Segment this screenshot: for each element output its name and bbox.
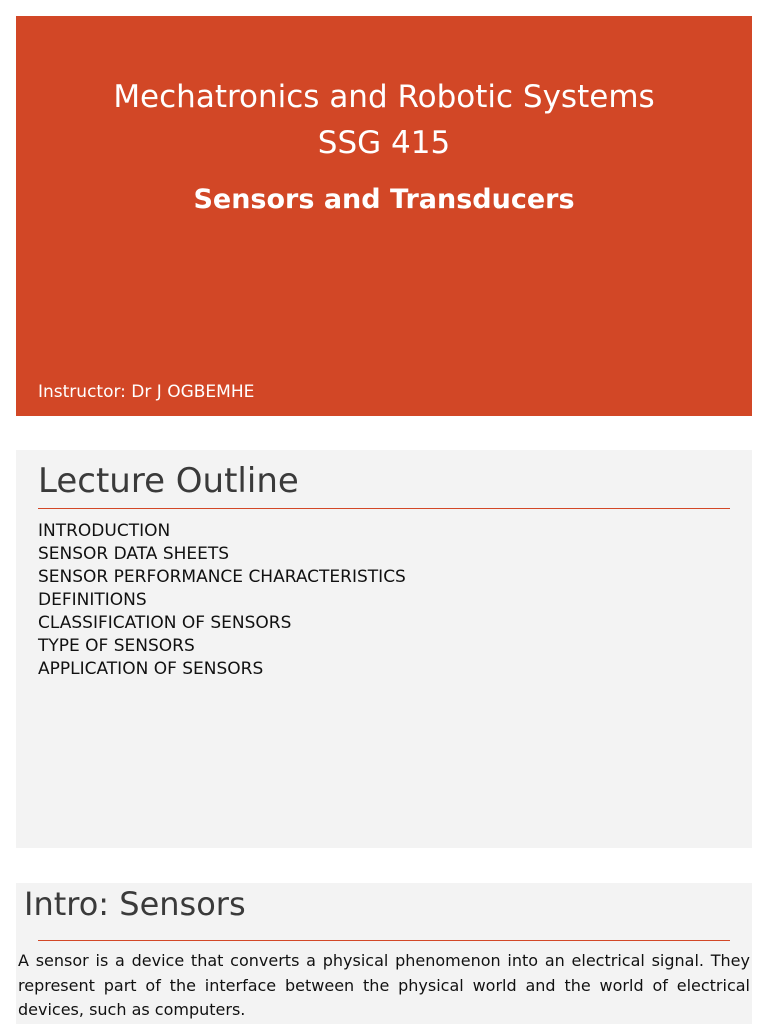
list-item: CLASSIFICATION OF SENSORS xyxy=(38,613,292,633)
list-item: SENSOR PERFORMANCE CHARACTERISTICS xyxy=(38,567,406,587)
course-title xyxy=(16,74,752,166)
outline-slide xyxy=(16,450,752,848)
list-item: SENSOR DATA SHEETS xyxy=(38,544,230,564)
outline-heading: Lecture Outline xyxy=(38,461,299,501)
heading-divider xyxy=(38,508,730,509)
course-code: SSG 415 xyxy=(317,125,451,161)
intro-heading: Intro: Sensors xyxy=(24,885,246,923)
lecture-subtitle: Sensors and Transducers xyxy=(193,184,575,215)
heading-divider xyxy=(38,940,730,941)
list-item: INTRODUCTION xyxy=(38,521,171,541)
title-slide xyxy=(16,16,752,416)
list-item: APPLICATION OF SENSORS xyxy=(38,659,264,679)
course-name: Mechatronics and Robotic Systems xyxy=(113,79,655,115)
list-item: DEFINITIONS xyxy=(38,590,147,610)
instructor-name: Instructor: Dr J OGBEMHE xyxy=(38,382,255,402)
intro-slide xyxy=(16,883,752,1024)
intro-paragraph: A sensor is a device that converts a physical phenomenon into an electrical signal. They represent part of the interface between the physical world and the world of electrical devices, such as computers. xyxy=(18,951,750,1019)
list-item: TYPE OF SENSORS xyxy=(38,636,195,656)
outline-list xyxy=(38,520,406,681)
